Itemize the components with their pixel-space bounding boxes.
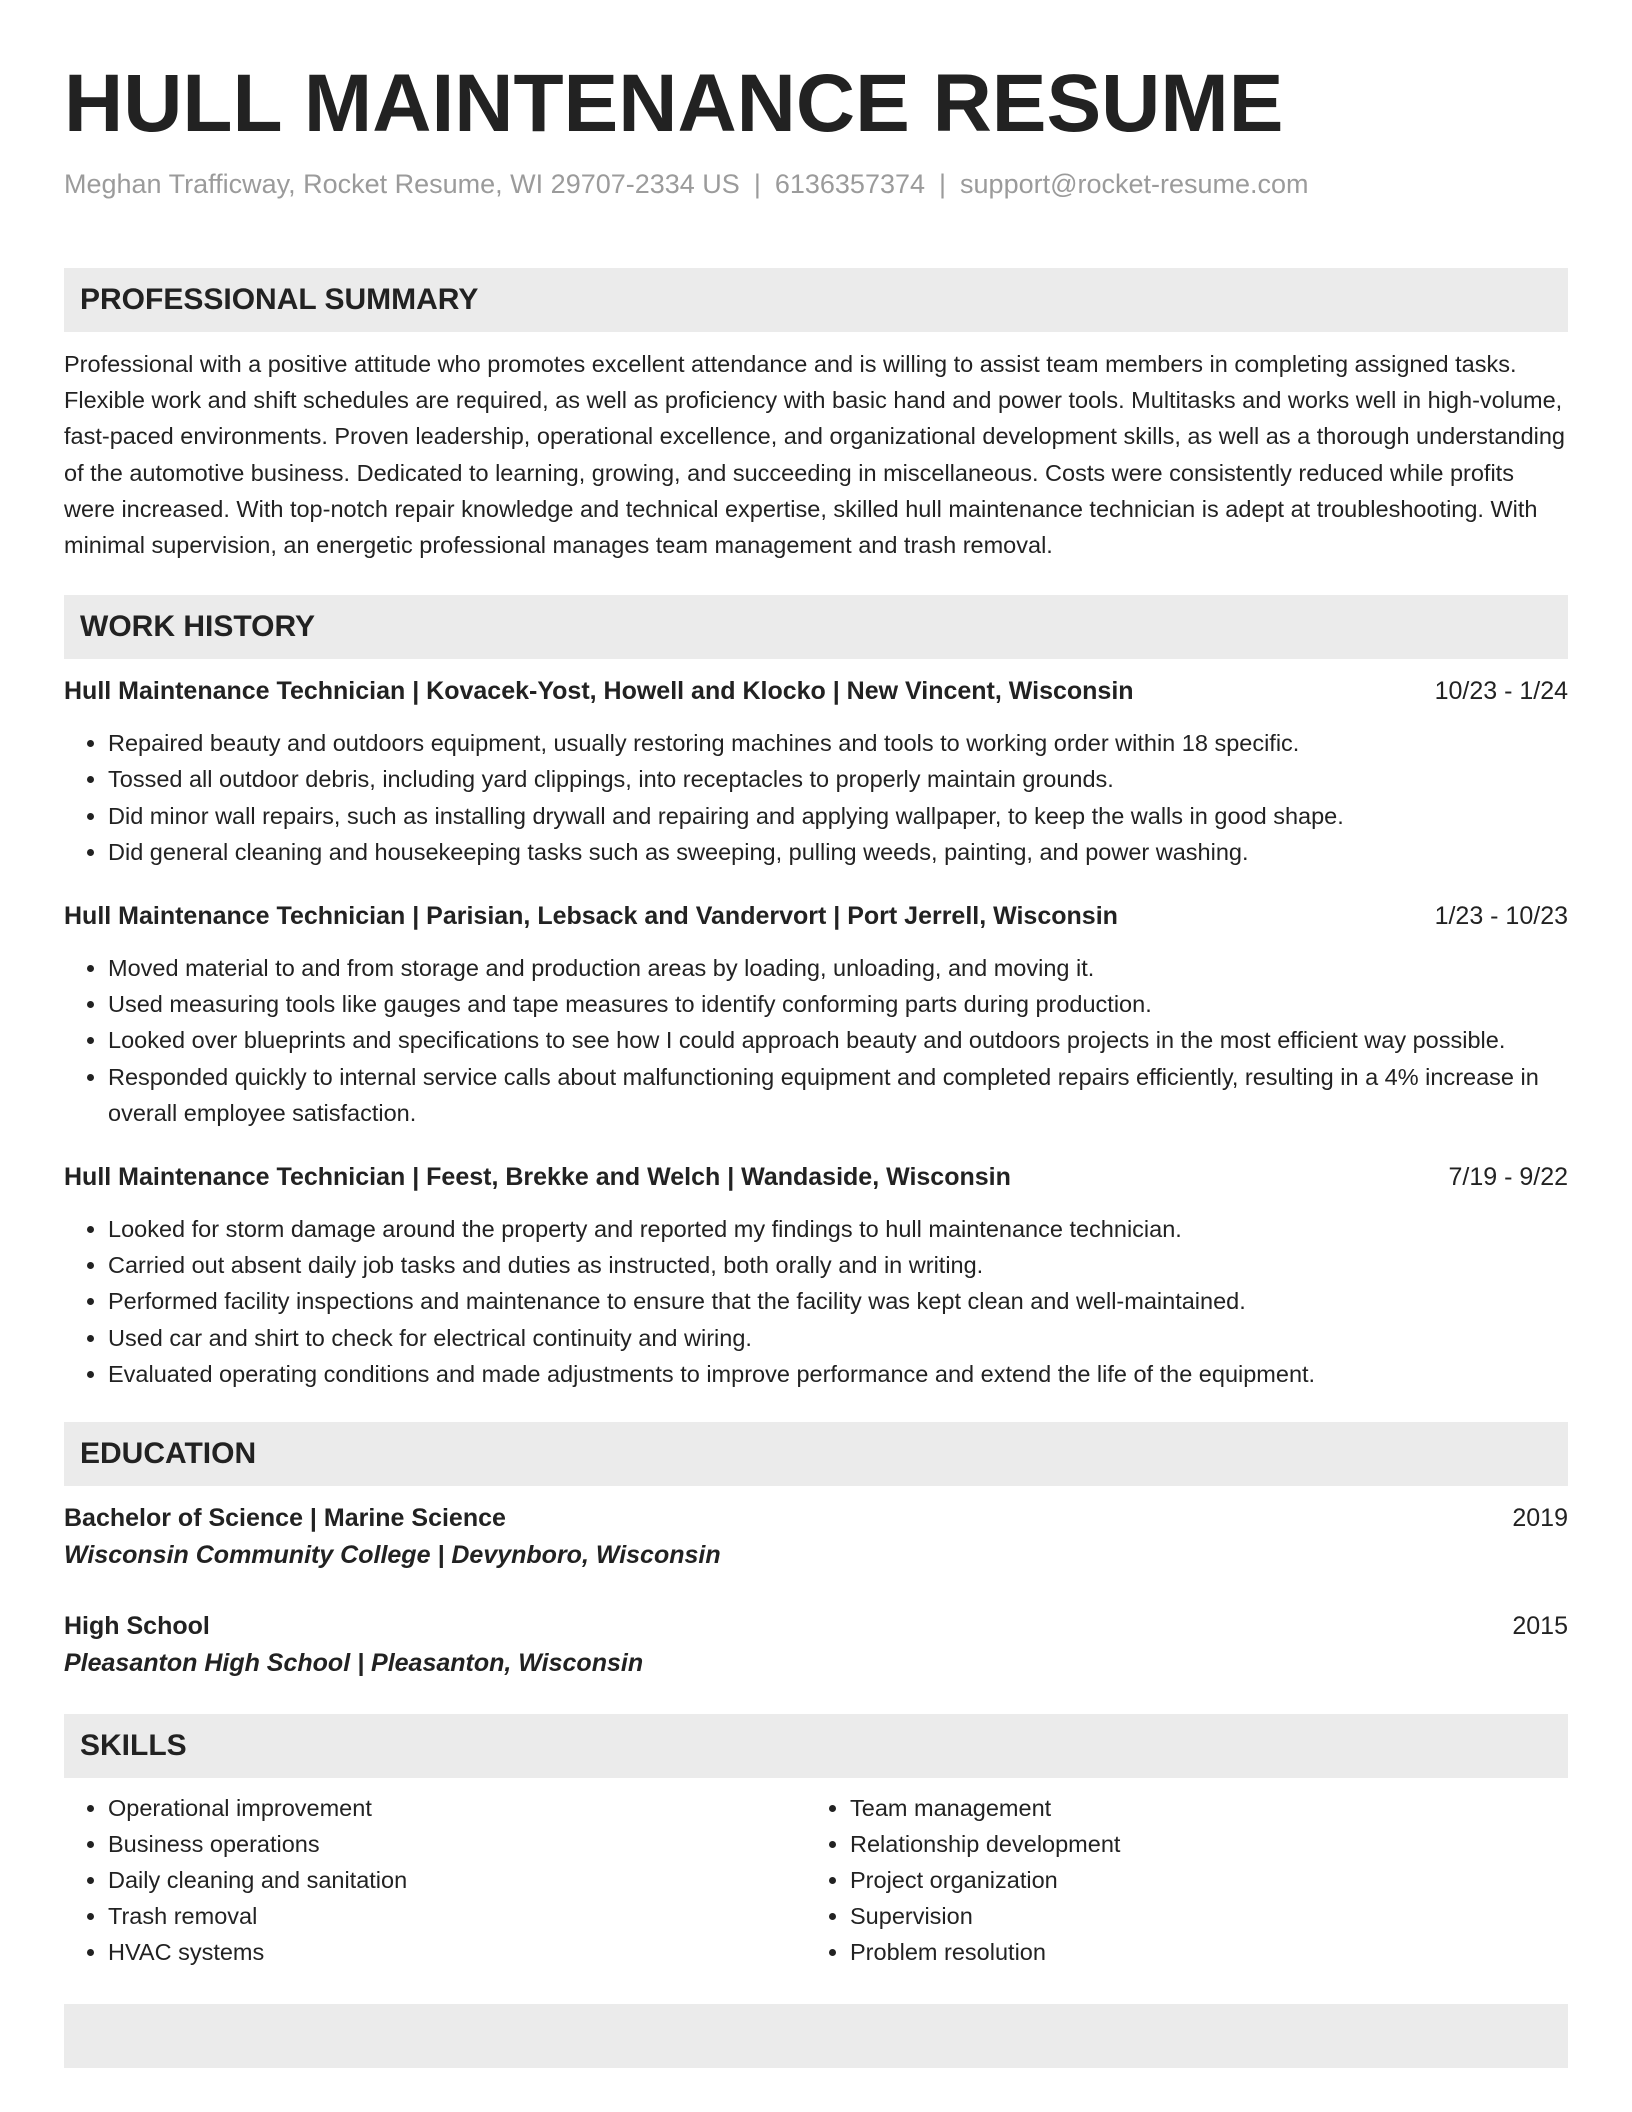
skill-item: • Operational improvement [108, 1790, 806, 1826]
job-title: Hull Maintenance Technician | Feest, Brekke and Welch | Wandaside, Wisconsin [64, 1163, 1011, 1192]
job-dates: 10/23 - 1/24 [1434, 677, 1568, 706]
section-heading-summary: PROFESSIONAL SUMMARY [64, 268, 1568, 332]
education-header [64, 1500, 1568, 1536]
job-bullets [64, 950, 1568, 1131]
contact-email: support@rocket-resume.com [960, 169, 1309, 199]
job-title: Hull Maintenance Technician | Kovacek-Yost, Howell and Klocko | New Vincent, Wisconsin [64, 677, 1134, 706]
education-year: 2019 [1512, 1504, 1568, 1533]
job-bullet: • Did minor wall repairs, such as installing drywall and repairing and applying wallpaper, to keep the walls in good shape. [108, 798, 1568, 834]
job-bullets [64, 725, 1568, 870]
education-school: Wisconsin Community College | Devynboro, Wisconsin [64, 1541, 721, 1570]
education-entry [64, 1608, 1568, 1682]
job-bullet: • Did general cleaning and housekeeping tasks such as sweeping, pulling weeds, painting, and power washing. [108, 834, 1568, 870]
section-heading-education: EDUCATION [64, 1422, 1568, 1486]
education-entry [64, 1500, 1568, 1574]
job-header [64, 673, 1568, 709]
contact-phone: 6136357374 [774, 169, 926, 199]
job-title: Hull Maintenance Technician | Parisian, Lebsack and Vandervort | Port Jerrell, Wisconsin [64, 902, 1118, 931]
job-entry [64, 673, 1568, 870]
job-bullet: • Tossed all outdoor debris, including yard clippings, into receptacles to properly maintain grounds. [108, 761, 1568, 797]
education-degree: High School [64, 1612, 210, 1641]
job-bullet: • Responded quickly to internal service calls about malfunctioning equipment and completed repairs efficiently, resulting in a 4% increase in overall employee satisfaction. [108, 1059, 1568, 1131]
contact-address: Meghan Trafficway, Rocket Resume, WI 29707-2334 US [64, 169, 740, 199]
skill-item: • Supervision [850, 1898, 1548, 1934]
job-dates: 7/19 - 9/22 [1448, 1163, 1568, 1192]
job-header [64, 898, 1568, 934]
resume-title: HULL MAINTENANCE RESUME [64, 58, 1284, 149]
job-bullet: • Evaluated operating conditions and made adjustments to improve performance and extend the life of the equipment. [108, 1356, 1568, 1392]
education-header [64, 1608, 1568, 1644]
job-bullet: • Looked over blueprints and specifications to see how I could approach beauty and outdoors projects in the most efficient way possible. [108, 1022, 1568, 1058]
job-entry [64, 898, 1568, 1131]
job-bullet: • Used car and shirt to check for electrical continuity and wiring. [108, 1320, 1568, 1356]
job-bullet: • Repaired beauty and outdoors equipment, usually restoring machines and tools to working order within 18 specific. [108, 725, 1568, 761]
education-year: 2015 [1512, 1612, 1568, 1641]
skill-item: • Business operations [108, 1826, 806, 1862]
job-header [64, 1159, 1568, 1195]
education-degree: Bachelor of Science | Marine Science [64, 1504, 506, 1533]
job-bullet: • Looked for storm damage around the property and reported my findings to hull maintenance technician. [108, 1211, 1568, 1247]
skill-item: • Relationship development [850, 1826, 1548, 1862]
job-entry [64, 1159, 1568, 1392]
skill-item: • Problem resolution [850, 1934, 1548, 1970]
skill-item: • HVAC systems [108, 1934, 806, 1970]
skills-column-right [806, 1790, 1548, 1970]
skills-column-left [64, 1790, 806, 1970]
summary-text: Professional with a positive attitude who promotes excellent attendance and is willing to assist team members in completing assigned tasks. Flexible work and shift schedules are required, as well as proficiency with basic hand and power tools. Multitasks and works well in high-volume, fast-paced environments. Proven leadership, operational excellence, and organizational development skills, as well as a thorough understanding of the automotive business. Dedicated to learning, growing, and succeeding in miscellaneous. Costs were consistently reduced while profits were increased. With top-notch repair knowledge and technical expertise, skilled hull maintenance technician is adept at troubleshooting. With minimal supervision, an energetic professional manages team management and trash removal. [64, 351, 1565, 559]
skills-columns [64, 1790, 1568, 1970]
job-bullet: • Used measuring tools like gauges and tape measures to identify conforming parts during production. [108, 986, 1568, 1022]
section-heading-next [64, 2004, 1568, 2068]
job-dates: 1/23 - 10/23 [1434, 902, 1568, 931]
skill-item: • Team management [850, 1790, 1548, 1826]
contact-separator: | [939, 169, 947, 199]
job-bullet: • Moved material to and from storage and production areas by loading, unloading, and moving it. [108, 950, 1568, 986]
job-bullet: • Performed facility inspections and maintenance to ensure that the facility was kept clean and well-maintained. [108, 1283, 1568, 1319]
job-bullet: • Carried out absent daily job tasks and duties as instructed, both orally and in writing. [108, 1247, 1568, 1283]
section-heading-skills: SKILLS [64, 1714, 1568, 1778]
skill-item: • Trash removal [108, 1898, 806, 1934]
education-school: Pleasanton High School | Pleasanton, Wisconsin [64, 1649, 644, 1678]
section-heading-work-history: WORK HISTORY [64, 595, 1568, 659]
skill-item: • Daily cleaning and sanitation [108, 1862, 806, 1898]
skill-item: • Project organization [850, 1862, 1548, 1898]
contact-line [64, 166, 1568, 202]
job-bullets [64, 1211, 1568, 1392]
contact-separator: | [753, 169, 761, 199]
